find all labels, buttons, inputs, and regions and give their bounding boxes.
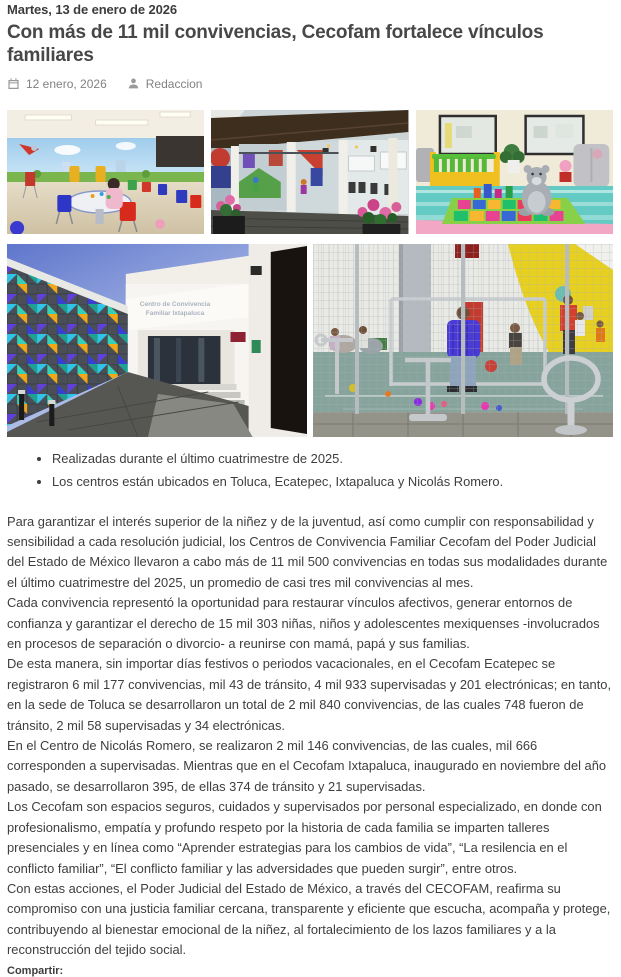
headline: Con más de 11 mil convivencias, Cecofam fortalece vínculos familiares xyxy=(7,22,544,66)
photo-playground-court[interactable] xyxy=(313,244,613,437)
photo-playroom[interactable] xyxy=(7,110,204,234)
paragraph: Con estas acciones, el Poder Judicial del Estado de México, a través del CECOFAM, reafirma su compromiso con una justicia familiar cercana, transparente y eficiente que escucha, acompaña y protege, contribuyendo al bienestar emocional de la niñez, al fortalecimiento de los lazos familiares y a la reconstrucción del tejido social. xyxy=(7,880,611,958)
calendar-icon xyxy=(7,77,20,90)
highlight-item: • Realizadas durante el último cuatrimestre de 2025. xyxy=(52,447,613,470)
highlights-list xyxy=(7,447,613,493)
paragraph: En el Centro de Nicolás Romero, se realizaron 2 mil 146 convivencias, de las cuales, mil 666 corresponden a supervisadas. Mientras que en el Cecofam Ixtapaluca, inaugurado en noviembre del año pasado, se desarrollaron 395, de ellas 374 de tránsito y 21 supervisadas. xyxy=(7,738,607,794)
page-date: Martes, 13 de enero de 2026 xyxy=(7,2,178,17)
paragraph: Cada convivencia representó la oportunidad para restaurar vínculos afectivos, generar entornos de confianza y garantizar el derecho de 15 mil 303 niñas, niños y adolescentes mexiquenses -involucrados en procesos de separación o divorcio- a reunirse con mamá, papá y sus familias. xyxy=(7,595,600,652)
paragraph: De esta manera, sin importar días festivos o periodos vacacionales, en el Cecofam Ecatepec se registraron 6 mil 177 convivencias, mil 43 de tránsito, 4 mil 933 supervisadas y 201 electrónicas; en tanto, en la sede de Toluca se desarrollaron un total de 2 mil 840 convivencias, de las cuales 748 fueron de tránsito, 2 mil 58 supervisadas y 34 electrónicas. xyxy=(7,656,612,733)
paragraph: Para garantizar el interés superior de la niñez y de la juventud, así como cumplir con responsabilidad y sensibilidad a cada resolución judicial, los Centros de Convivencia Familiar Cecofam del Poder Judicial del Estado de México llevaron a cabo más de 11 mil 500 convivencias en todas sus modalidades durante el último cuatrimestre del 2025, un promedio de casi tres mil convivencias al mes. xyxy=(7,513,608,590)
paragraph: Los Cecofam son espacios seguros, cuidados y supervisados por personal especializado, en donde con profesionalismo, empatía y profundo respeto por la historia de cada familia se imparten talleres presenciales y en línea como “Aprender estrategias para los cambios de vida”, “La resilencia en el conflicto familiar”, “El conflicto familiar y las adversidades que pueden surgir”, entre otros. xyxy=(7,799,602,876)
photo-ixtapaluca-facade[interactable] xyxy=(7,244,307,437)
article-body xyxy=(7,512,613,961)
share-label: Compartir: xyxy=(7,964,64,977)
post-meta xyxy=(7,77,613,91)
photo-grid-row1 xyxy=(7,110,613,234)
photo-grid-row2 xyxy=(7,244,613,437)
person-icon xyxy=(127,77,140,90)
building-sign: Centro de Convivencia Familiar Ixtapaluca xyxy=(139,301,211,317)
photo-teddy-room[interactable] xyxy=(416,110,613,234)
highlight-item: • Los centros están ubicados en Toluca, Ecatepec, Ixtapaluca y Nicolás Romero. xyxy=(52,470,613,493)
photo-glass-entrance[interactable] xyxy=(211,110,408,234)
post-date: 12 enero, 2026 xyxy=(26,76,107,91)
post-author[interactable]: Redaccion xyxy=(145,76,203,91)
